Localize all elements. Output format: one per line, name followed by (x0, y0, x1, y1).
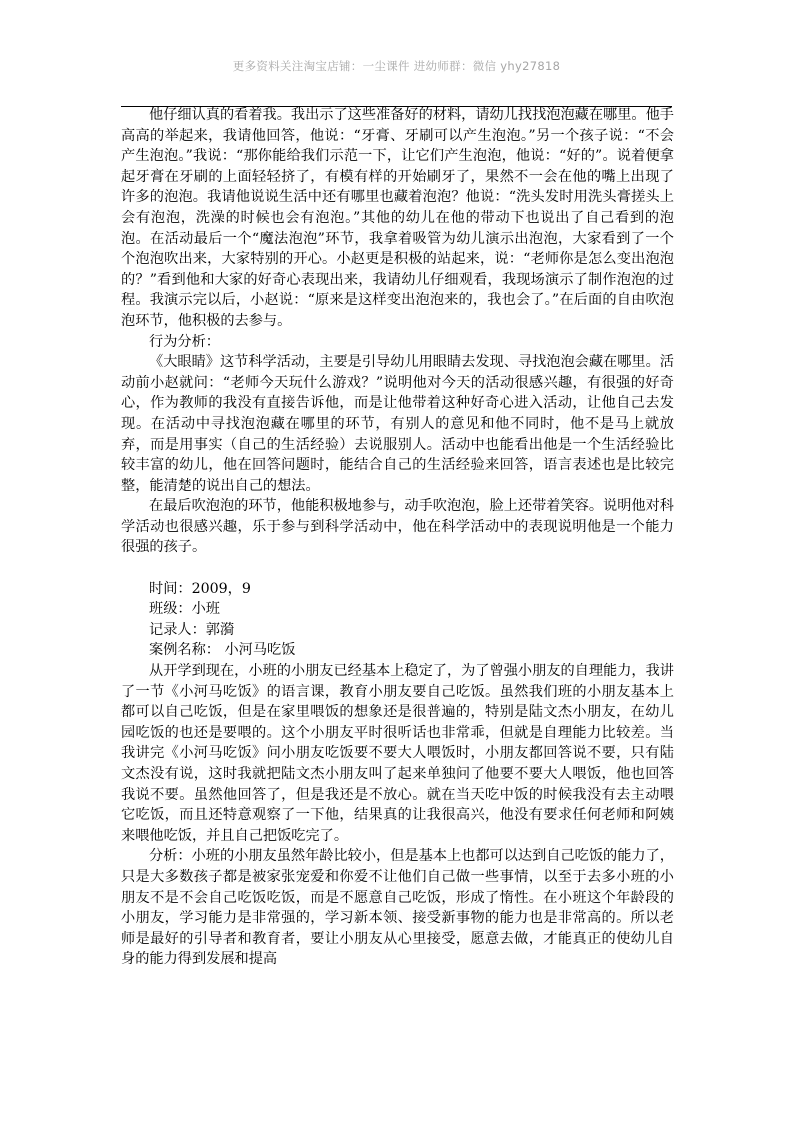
case2-paragraph-2: 分析：小班的小朋友虽然年龄比较小，但是基本上也都可以达到自己吃饭的能力了，只是大多数孩子都是被家张宠爱和你爱不让他们自己做一些事情，以至于去多小班的小朋友不是不会自己吃饭吃饭，而是不愿意自己吃饭，形成了惰性。在小班这个年龄段的小朋友，学习能力是非常强的，学习新本领、接受新事物的能力也是非常高的。所以老师是最好的引导者和教育者，要让小朋友从心里接受，愿意去做，才能真正的使幼儿自身的能力得到发展和提高 (121, 848, 674, 968)
case1-paragraph-2: 《大眼睛》这节科学活动，主要是引导幼儿用眼睛去发现、寻找泡泡会藏在哪里。活动前小赵就问：“老师今天玩什么游戏？”说明他对今天的活动很感兴趣，有很强的好奇心，作为教师的我没有直接告诉他，而是让他带着这种好奇心进入活动，让他自己去发现。在活动中寻找泡泡藏在哪里的环节，有别人的意见和他不同时，他不是马上就放弃，而是用事实（自己的生活经验）去说服别人。活动中也能看出他是一个生活经验比较丰富的幼儿，他在回答问题时，能结合自己的生活经验来回答，语言表述也是比较完整，能清楚的说出自己的想法。 (121, 354, 674, 494)
case2-case-name: 案例名称： 小河马吃饭 (149, 642, 296, 659)
case1-paragraph-3: 在最后吹泡泡的环节，他能积极地参与，动手吹泡泡，脸上还带着笑容。说明他对科学活动也很感兴趣，乐于参与到科学活动中，他在科学活动中的表现说明他是一个能力很强的孩子。 (121, 498, 674, 556)
case2-recorder: 记录人：郭漪 (149, 621, 235, 638)
document-body (121, 105, 674, 970)
page-header: 更多资料关注淘宝店铺：一尘课件 进幼师群：微信 yhy27818 (232, 59, 561, 73)
behavior-analysis-label: 行为分析： (149, 333, 220, 350)
case1-paragraph-1: 他仔细认真的看着我。我出示了这些准备好的材料，请幼儿找找泡泡藏在哪里。他手高高的举起来，我请他回答，他说：“牙膏、牙刷可以产生泡泡。”另一个孩子说：“不会产生泡泡。”我说：“那你能给我们示范一下，让它们产生泡泡，他说：“好的”。说着便拿起牙膏在牙刷的上面轻轻挤了，有模有样的开始刷牙了，果然不一会在他的嘴上出现了许多的泡泡。我请他说说生活中还有哪里也藏着泡泡？他说：“洗头发时用洗头膏搓头上会有泡泡，洗澡的时候也会有泡泡。”其他的幼儿在他的带动下也说出了自己看到的泡泡。在活动最后一个“魔法泡泡”环节，我拿着吸管为幼儿演示出泡泡，大家看到了一个个泡泡吹出来，大家特别的开心。小赵更是积极的站起来，说：“老师你是怎么变出泡泡的？”看到他和大家的好奇心表现出来，我请幼儿仔细观看，我现场演示了制作泡泡的过程。我演示完以后，小赵说：“原来是这样变出泡泡来的，我也会了。”在后面的自由吹泡泡环节，他积极的去参与。 (121, 107, 674, 329)
case2-time: 时间：2009，9 (149, 580, 251, 597)
case2-paragraph-1: 从开学到现在，小班的小朋友已经基本上稳定了，为了曾强小朋友的自理能力，我讲了一节《小河马吃饭》的语言课，教育小朋友要自己吃饭。虽然我们班的小朋友基本上都可以自己吃饭，但是在家里喂饭的想象还是很普遍的，特别是陆文杰小朋友，在幼儿园吃饭的也还是要喂的。这个小朋友平时很听话也非常乖，但就是自理能力比较差。当我讲完《小河马吃饭》问小朋友吃饭要不要大人喂饭时，小朋友都回答说不要，只有陆文杰没有说，这时我就把陆文杰小朋友叫了起来单独问了他要不要大人喂饭，他也回答我说不要。虽然他回答了，但是我还是不放心。就在当天吃中饭的时候我没有去主动喂它吃饭，而且还特意观察了一下他，结果真的让我很高兴，他没有要求任何老师和阿姨来喂他吃饭，并且自己把饭吃完了。 (121, 663, 674, 844)
section-spacer (121, 558, 674, 579)
case2-class: 班级：小班 (149, 601, 220, 618)
